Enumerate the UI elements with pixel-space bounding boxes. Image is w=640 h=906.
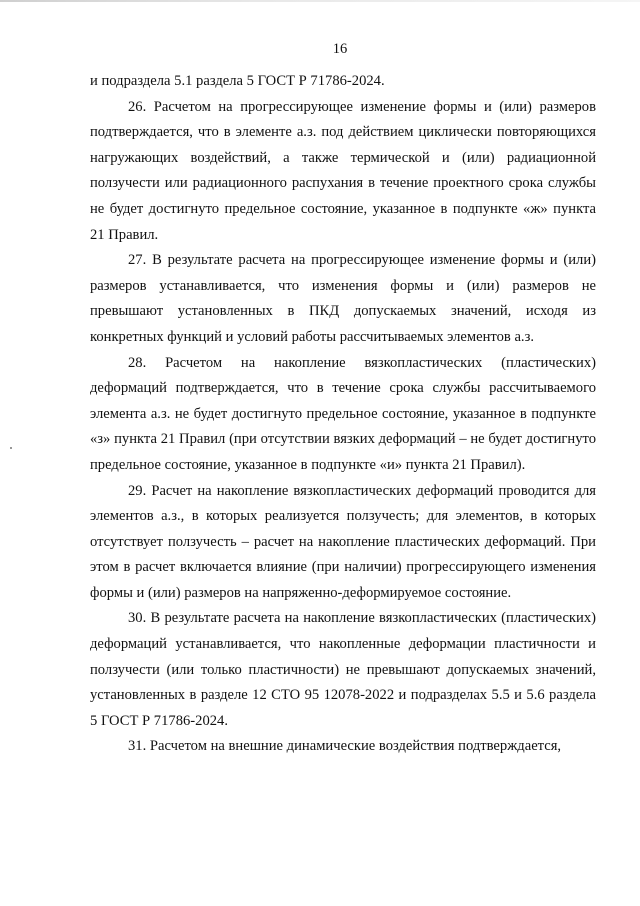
scan-speck <box>10 447 12 449</box>
paragraph-28: 28. Расчетом на накопление вязкопластических (пластических) деформаций подтверждается, что в течение срока службы рассчитываемого элемента а.з. не будет достигнуто предельное состояние, указанное в подпункте «з» пункта 21 Правил (при отсутствии вязких деформаций – не будет достигнуто предельное состояние, указанное в подпункте «и» пункта 21 Правил). <box>90 354 596 473</box>
document-body <box>90 69 596 760</box>
page-top-edge <box>0 0 640 2</box>
paragraph-26: 26. Расчетом на прогрессирующее изменение формы и (или) размеров подтверждается, что в элементе а.з. под действием циклически повторяющихся нагружающих воздействий, а также термической и (или) радиационной ползучести или радиационного распухания в течение проектного срока службы не будет достигнуто предельное состояние, указанное в подпункте «ж» пункта 21 Правил. <box>90 98 596 243</box>
paragraph-30: 30. В результате расчета на накопление вязкопластических (пластических) деформаций устанавливается, что накопленные деформации пластичности и ползучести (или только пластичности) не превышают допускаемых значений, установленных в разделе 12 СТО 95 12078-2022 и подразделах 5.5 и 5.6 раздела 5 ГОСТ Р 71786-2024. <box>90 610 596 729</box>
paragraph-27: 27. В результате расчета на прогрессирующее изменение формы и (или) размеров устанавливается, что изменения формы и (или) размеров не превышают установленных в ПКД допускаемых значений, исходя из конкретных функций и условий работы рассчитываемых элементов а.з. <box>90 252 596 345</box>
paragraph-31: 31. Расчетом на внешние динамические воздействия подтверждается, <box>128 738 562 755</box>
page-number: 16 <box>332 41 348 57</box>
paragraph-29: 29. Расчет на накопление вязкопластических деформаций проводится для элементов а.з., в которых реализуется ползучесть; для элементов, в которых отсутствует ползучесть – расчет на накопление пластических деформаций. При этом в расчет включается влияние (при наличии) прогрессирующего изменения формы и (или) размеров на напряженно-деформируемое состояние. <box>90 482 596 601</box>
paragraph-continuation: и подраздела 5.1 раздела 5 ГОСТ Р 71786-2024. <box>90 73 385 89</box>
